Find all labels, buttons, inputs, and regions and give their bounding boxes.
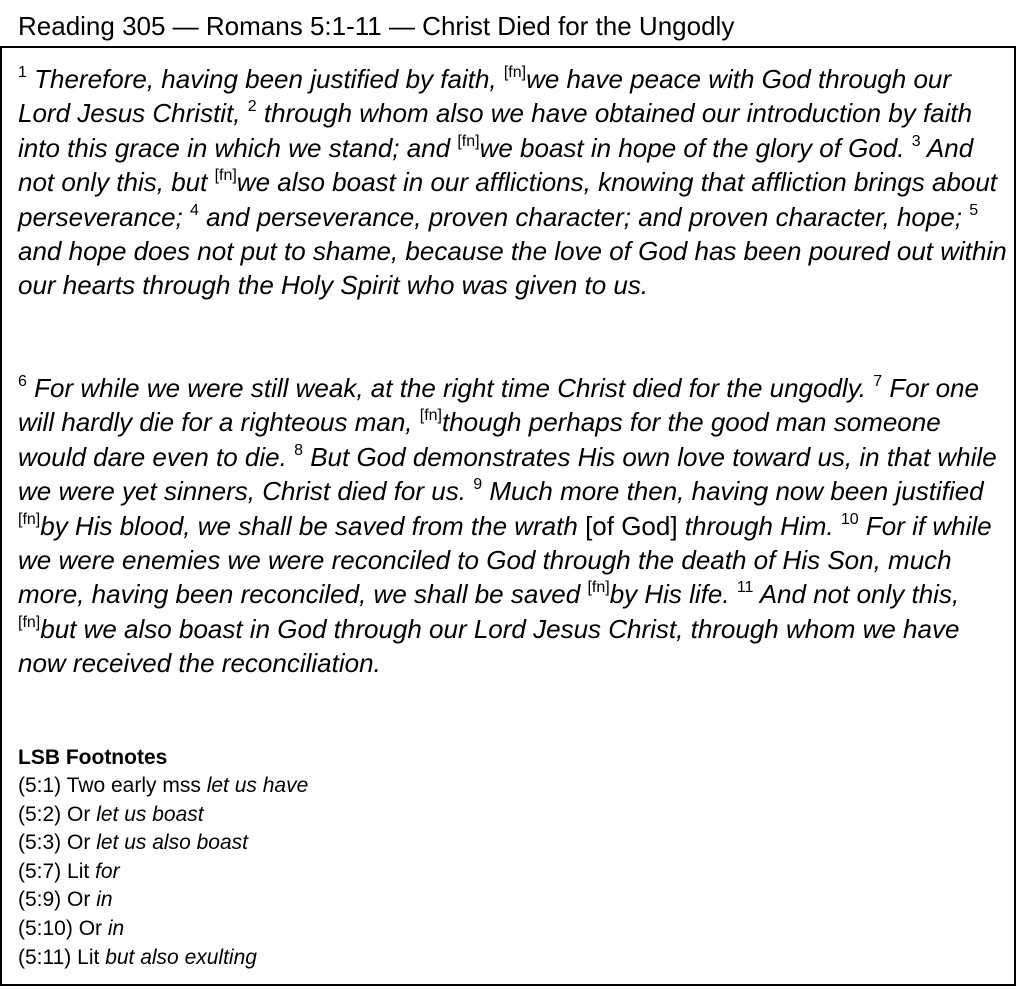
paragraph-2 (18, 371, 1008, 681)
footnote-ref: (5:9) (18, 888, 62, 912)
verse-number-11: 11 (736, 579, 754, 597)
footnote-note: Or (67, 888, 91, 912)
verse-number-1: 1 (18, 64, 27, 81)
footnote-alt: but also exulting (105, 945, 257, 969)
footnote-alt: in (96, 888, 113, 912)
verse-11-text-b: but we also boast in God through our Lord Jesus Christ, through whom we have now received the reconciliation. (18, 613, 960, 679)
footnote-alt: let us boast (96, 802, 204, 826)
footnote-ref: (5:3) (18, 831, 62, 855)
verse-7-text-b: though perhaps for the good man someone would dare even to die. (18, 407, 941, 472)
footnote-note: Lit (77, 945, 100, 969)
verse-number-7: 7 (873, 373, 883, 390)
verse-8-text: But God demonstrates His own love toward us, in that while we were yet sinners, Christ died for us. (18, 441, 997, 507)
footnote-ref: (5:10) (18, 916, 73, 940)
footnote-ref: (5:11) (18, 945, 72, 969)
footnotes-list (18, 772, 308, 972)
footnote-alt: for (95, 859, 120, 883)
footnote-note: Or (67, 831, 91, 855)
paragraph-1 (18, 62, 1008, 303)
verse-number-10: 10 (840, 510, 859, 528)
footnote-marker-11[interactable]: [fn] (18, 613, 41, 631)
footnote-item (18, 829, 308, 858)
footnote-item (18, 801, 308, 830)
footnote-marker-10[interactable]: [fn] (587, 579, 610, 597)
verse-9-text-a: Much more then, having now been justified (482, 476, 984, 507)
verse-number-2: 2 (247, 98, 257, 116)
verse-1-text-a: Therefore, having been justified by faith, (26, 64, 504, 94)
footnotes-heading: LSB Footnotes (18, 746, 168, 769)
verse-9-text-c: through Him. (677, 510, 841, 541)
page-title: Reading 305 — Romans 5:1-11 — Christ Died for the Ungodly (18, 11, 735, 41)
verse-9-bracket: [of God] (585, 510, 678, 541)
footnote-item (18, 886, 308, 915)
footnote-ref: (5:2) (18, 802, 62, 826)
footnote-marker-1[interactable]: [fn] (503, 64, 527, 81)
verse-9-text-b: by His blood, we shall be saved from the wrath (40, 510, 586, 541)
verse-4-text: and perseverance, proven character; and proven character, hope; (198, 201, 970, 232)
verse-10-text-a: For if while we were enemies we were reconciled to God through the death of His Son, much more, having been reconciled, we shall be saved (18, 510, 992, 610)
footnote-item (18, 772, 308, 801)
verse-11-text-a: And not only this, (753, 579, 960, 610)
verse-3-text-a: And not only this, but (18, 132, 974, 198)
footnote-marker-3[interactable]: [fn] (214, 167, 237, 185)
footnote-alt: in (107, 916, 125, 940)
footnote-item (18, 944, 308, 973)
verse-7-text-a: For one will hardly die for a righteous man, (18, 373, 979, 438)
footnote-marker-9[interactable]: [fn] (18, 510, 41, 528)
verse-2-text-a: through whom also we have obtained our introduction by faith into this grace in which we stand; and (18, 98, 973, 163)
footnote-alt: let us have (206, 774, 309, 797)
footnote-ref: (5:1) (18, 774, 62, 797)
footnote-note: Lit (67, 859, 90, 883)
footnote-marker-7[interactable]: [fn] (419, 407, 442, 425)
footnote-ref: (5:7) (18, 859, 62, 883)
verse-number-4: 4 (189, 201, 199, 219)
footnote-note: Or (78, 916, 103, 940)
footnote-item (18, 858, 308, 887)
footnote-marker-2[interactable]: [fn] (457, 132, 480, 150)
footnote-note: Or (67, 802, 91, 826)
verse-3-text-b: we also boast in our afflictions, knowing that affliction brings about perseverance; (18, 167, 998, 232)
verse-number-9: 9 (473, 476, 483, 494)
footnote-note: Two early mss (66, 774, 201, 797)
verse-10-text-b: by His life. (609, 579, 737, 610)
verse-1-text-b: we have peace with God through our Lord Jesus Christit, (18, 64, 952, 129)
verse-5-text: and hope does not put to shame, because the love of God has been poured out within our hearts through the Holy Spirit who was given to us. (18, 236, 1007, 301)
verse-2-text-b: we boast in hope of the glory of God. (479, 132, 912, 163)
verse-number-3: 3 (911, 132, 921, 150)
verse-number-6: 6 (18, 373, 27, 390)
verse-number-5: 5 (969, 201, 979, 219)
verse-number-8: 8 (294, 441, 303, 459)
verse-6-text: For while we were still weak, at the right time Christ died for the ungodly. (26, 373, 874, 403)
footnote-item (18, 915, 308, 944)
footnote-alt: let us also boast (96, 831, 248, 855)
